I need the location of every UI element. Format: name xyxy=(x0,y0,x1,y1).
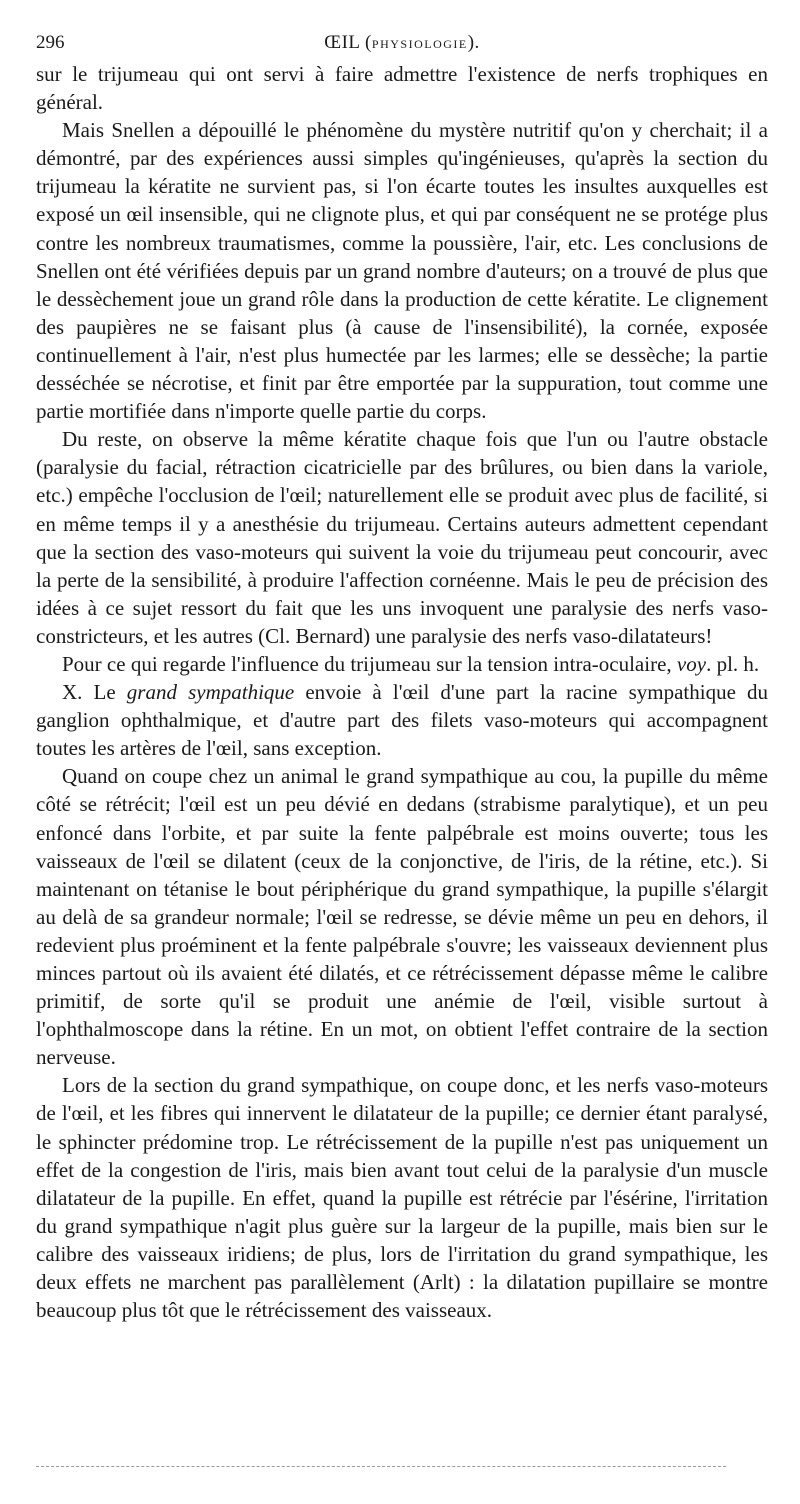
paragraph xyxy=(36,678,768,762)
page-number: 296 xyxy=(36,32,65,53)
paragraph: Quand on coupe chez un animal le grand sympathique au cou, la pupille du même côté se rétrécit; l'œil est un peu dévié en dedans (strabisme paralytique), et un peu enfoncé dans l'orbite, et par suite la fente palpébrale est moins ouverte; tous les vaisseaux de l'œil se dilatent (ceux de la conjonctive, de l'iris, de la rétine, etc.). Si maintenant on tétanise le bout périphérique du grand sympathique, la pupille s'élargit au delà de sa grandeur normale; l'œil se redresse, se dévie même un peu en dehors, il redevient plus proéminent et la fente palpébrale s'ouvre; les vaisseaux deviennent plus minces partout où ils avaient été dilatés, et ce rétrécissement dépasse même le calibre primitif, de sorte qu'il se produit une anémie de l'œil, visible surtout à l'ophthalmoscope dans la rétine. En un mot, on obtient l'effet contraire de la section nerveuse. xyxy=(36,764,768,1070)
italic-term: grand sympathique xyxy=(126,680,295,705)
italic-term: voy xyxy=(676,651,707,676)
running-title-small-caps: PHYSIOLOGIE xyxy=(371,37,468,51)
paragraph xyxy=(36,650,768,678)
running-title-close: ). xyxy=(467,32,480,53)
paragraph-continued: sur le trijumeau qui ont servi à faire admettre l'existence de nerfs trophiques en général. xyxy=(36,62,768,115)
paragraph-text: envoie à l'œil d'une part la racine sympathique du ganglion ophthalmique, et d'autre part des filets vaso-moteurs qui accompagnent toutes les artères de l'œil, sans exception. xyxy=(36,680,768,761)
paragraph-text: X. Le xyxy=(62,680,127,705)
footer-rule xyxy=(36,1466,726,1467)
paragraph: Du reste, on observe la même kératite chaque fois que l'un ou l'autre obstacle (paralysie du facial, rétraction cicatricielle par des brûlures, ou bien dans la variole, etc.) empêche l'occlusion de l'œil; naturellement elle se produit avec plus de facilité, si en même temps il y a anesthésie du trijumeau. Certains auteurs admettent cependant que la section des vaso-moteurs qui suivent la voie du trijumeau peut concourir, avec la perte de la sensibilité, à produire l'affection cornéenne. Mais le peu de précision des idées à ce sujet ressort du fait que les uns invoquent une paralysie des nerfs vaso-constricteurs, et les autres (Cl. Bernard) une paralysie des nerfs vaso-dilatateurs! xyxy=(36,427,768,648)
running-title-main: ŒIL ( xyxy=(324,32,372,53)
paragraph-text: . pl. h. xyxy=(706,651,760,676)
running-title xyxy=(36,26,768,61)
paragraph-text: Pour ce qui regarde l'influence du trijumeau sur la tension intra-oculaire, xyxy=(62,651,677,676)
body-text xyxy=(36,60,768,1324)
paragraph: Lors de la section du grand sympathique, on coupe donc, et les nerfs vaso-moteurs de l'œil, et les fibres qui innervent le dilatateur de la pupille; ce dernier étant paralysé, le sphincter prédomine trop. Le rétrécissement de la pupille n'est pas uniquement un effet de la congestion de l'iris, mais bien avant tout celui de la paralysie d'un muscle dilatateur de la pupille. En effet, quand la pupille est rétrécie par l'ésérine, l'irritation du grand sympathique n'agit plus guère sur la largeur de la pupille, mais bien sur le calibre des vaisseaux iridiens; de plus, lors de l'irritation du grand sympathique, les deux effets ne marchent pas parallèlement (Arlt) : la dilatation pupillaire se montre beaucoup plus tôt que le rétrécissement des vaisseaux. xyxy=(36,1073,768,1323)
page xyxy=(36,26,768,1324)
running-head xyxy=(36,26,768,60)
paragraph: Mais Snellen a dépouillé le phénomène du mystère nutritif qu'on y cherchait; il a démontré, par des expériences aussi simples qu'ingénieuses, qu'après la section du trijumeau la kératite ne survient pas, si l'on écarte toutes les insultes auxquelles est exposé un œil insensible, qui ne clignote plus, et qui par conséquent ne se protége plus contre les nombreux traumatismes, comme la poussière, l'air, etc. Les conclusions de Snellen ont été vérifiées depuis par un grand nombre d'auteurs; on a trouvé de plus que le dessèchement joue un grand rôle dans la production de cette kératite. Le clignement des paupières ne se faisant plus (à cause de l'insensibilité), la cornée, exposée continuellement à l'air, n'est plus humectée par les larmes; elle se dessèche; la partie desséchée se nécrotise, et finit par être emportée par la suppuration, tout comme une partie mortifiée dans n'importe quelle partie du corps. xyxy=(36,118,768,424)
